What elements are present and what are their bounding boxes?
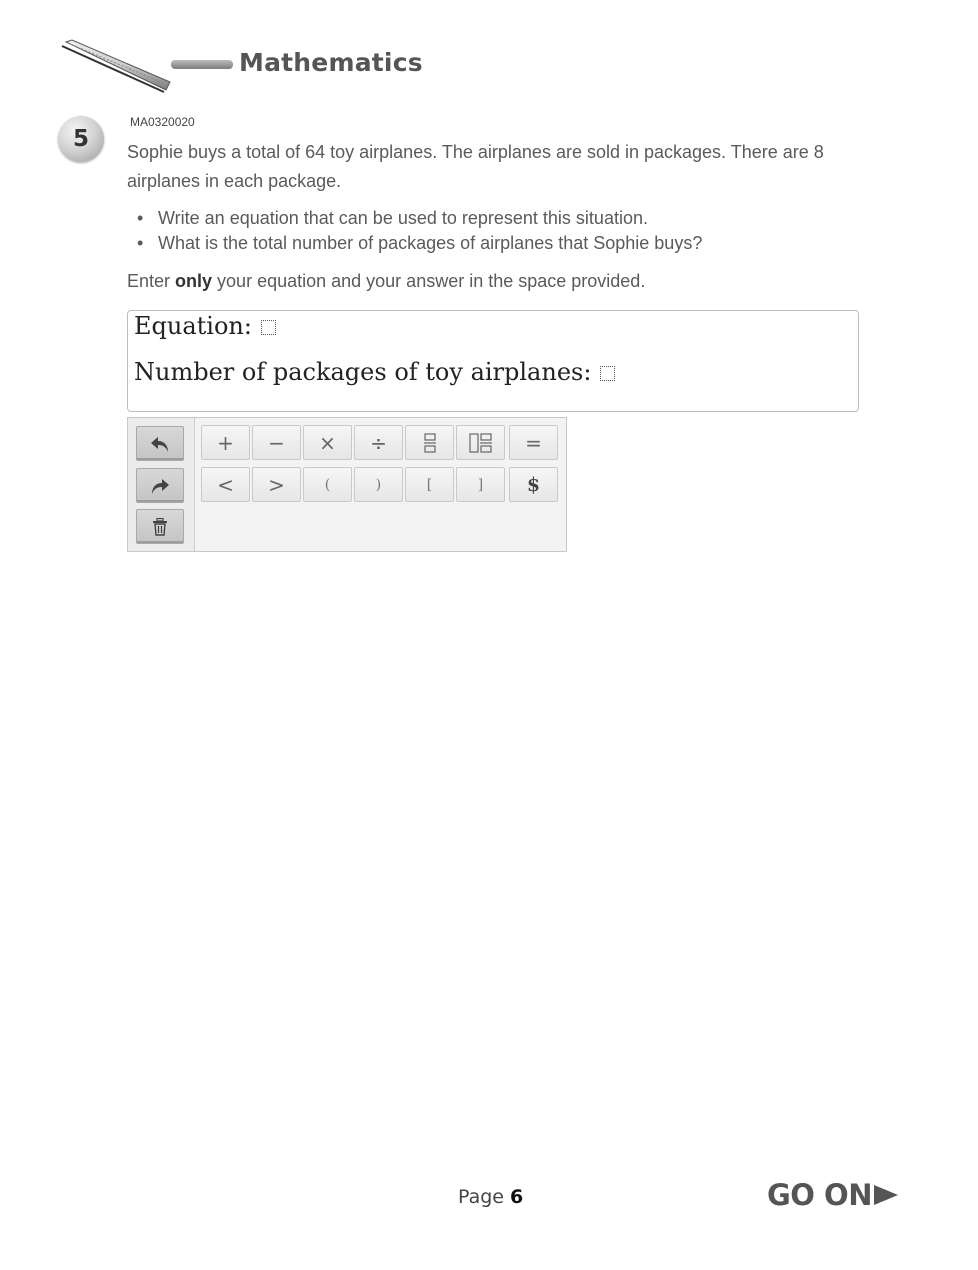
task-list [135,206,702,256]
clear-button[interactable] [136,509,184,544]
equation-line [134,312,276,340]
mixed-number-icon [469,433,493,453]
less-than-key[interactable]: < [201,467,250,502]
page-number-value: 6 [510,1186,524,1208]
answer-box[interactable] [127,310,859,412]
redo-button[interactable] [136,468,184,503]
answer-direction [127,271,645,292]
direction-emphasis: only [175,271,213,291]
right-bracket-key[interactable]: ] [456,467,505,502]
play-arrow-icon [873,1184,899,1206]
right-paren-key[interactable]: ) [354,467,403,502]
page-header [58,38,478,98]
divide-key[interactable]: ÷ [354,425,403,460]
subject-title: Mathematics [239,48,423,77]
go-on-indicator [767,1178,899,1212]
greater-than-key[interactable]: > [252,467,301,502]
task-item: • What is the total number of packages of airplanes that Sophie buys? [135,231,702,256]
item-code: MA0320020 [130,115,195,129]
packages-input[interactable] [600,366,615,381]
toolbar-side-panel [128,418,195,551]
page-label: Page [458,1186,504,1208]
question-number: 5 [58,116,104,162]
equation-label: Equation: [134,312,252,340]
fraction-icon [424,433,436,453]
redo-icon [150,477,170,495]
undo-button[interactable] [136,426,184,461]
times-key[interactable]: × [303,425,352,460]
dollar-key[interactable]: $ [509,467,558,502]
task-item: • Write an equation that can be used to represent this situation. [135,206,702,231]
fraction-key[interactable] [405,425,454,460]
direction-prefix: Enter [127,271,176,291]
plus-key[interactable]: + [201,425,250,460]
page-number [458,1186,523,1208]
mixed-number-key[interactable] [456,425,505,460]
question-stem: Sophie buys a total of 64 toy airplanes. The airplanes are sold in packages. There are 8 airplanes in each package. [127,142,824,191]
equation-toolbar [127,417,567,552]
trash-icon [152,518,168,536]
equals-key[interactable]: = [509,425,558,460]
go-on-text: GO ON [767,1178,872,1212]
left-paren-key[interactable]: ( [303,467,352,502]
packages-line [134,358,615,386]
packages-label: Number of packages of toy airplanes: [134,358,592,386]
undo-icon [150,435,170,453]
direction-suffix: your equation and your answer in the space provided. [212,271,646,291]
minus-key[interactable]: − [252,425,301,460]
left-bracket-key[interactable]: [ [405,467,454,502]
equation-input[interactable] [261,320,276,335]
ruler-icon [58,38,238,98]
